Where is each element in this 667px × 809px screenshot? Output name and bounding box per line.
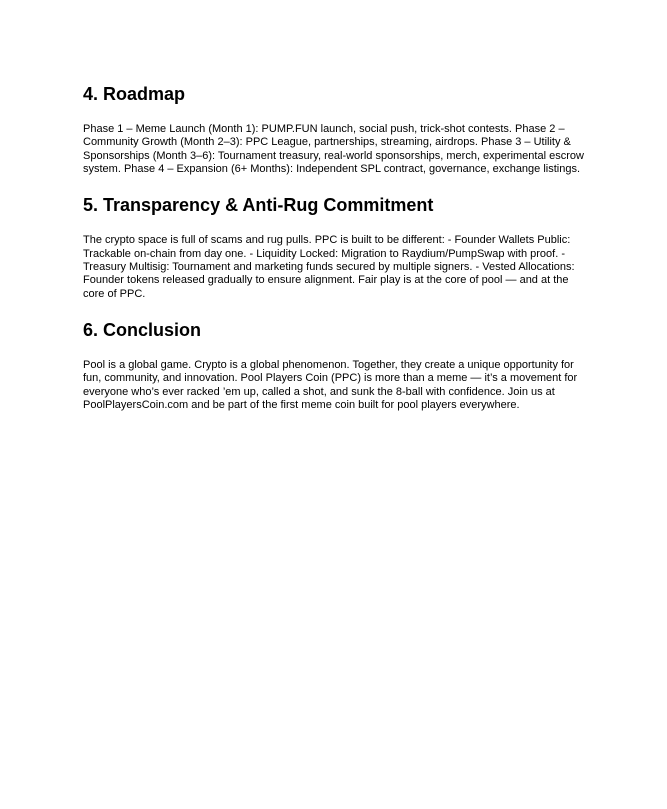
section-roadmap-body: Phase 1 – Meme Launch (Month 1): PUMP.FUN launch, social push, trick-shot contests. Phase 2 – Community Growth (Month 2–3): PPC League, partnerships, streaming, airdrops. Phase 3 – Utility & Sponsorships (Month 3–6): Tournament treasury, real-world sponsorships, merch, experimental escrow system. Phase 4 – Expansion (6+ Months): Independent SPL contract, governance, exchange listings. <box>83 123 584 175</box>
section-roadmap <box>83 84 585 176</box>
section-conclusion <box>83 320 585 412</box>
section-transparency <box>83 195 585 301</box>
section-roadmap-heading: 4. Roadmap <box>83 84 186 104</box>
section-conclusion-heading: 6. Conclusion <box>83 319 202 340</box>
document-content <box>83 84 585 412</box>
section-transparency-heading: 5. Transparency & Anti-Rug Commitment <box>83 195 434 216</box>
section-conclusion-body: Pool is a global game. Crypto is a global phenomenon. Together, they create a unique opportunity for fun, community, and innovation. Pool Players Coin (PPC) is more than a meme — it’s a movement for everyone who’s ever racked ’em up, called a shot, and sunk the 8-ball with confidence. Join us at PoolPlayersCoin.com and be part of the first meme coin built for pool players everywhere. <box>83 358 578 411</box>
section-transparency-body: The crypto space is full of scams and rug pulls. PPC is built to be different: - Founder Wallets Public: Trackable on-chain from day one. - Liquidity Locked: Migration to Raydium/PumpSwap with proof. - Treasury Multisig: Tournament and marketing funds secured by multiple signers. - Vested Allocations: Founder tokens released gradually to ensure alignment. Fair play is at the core of pool — and at the core of PPC. <box>83 234 575 300</box>
